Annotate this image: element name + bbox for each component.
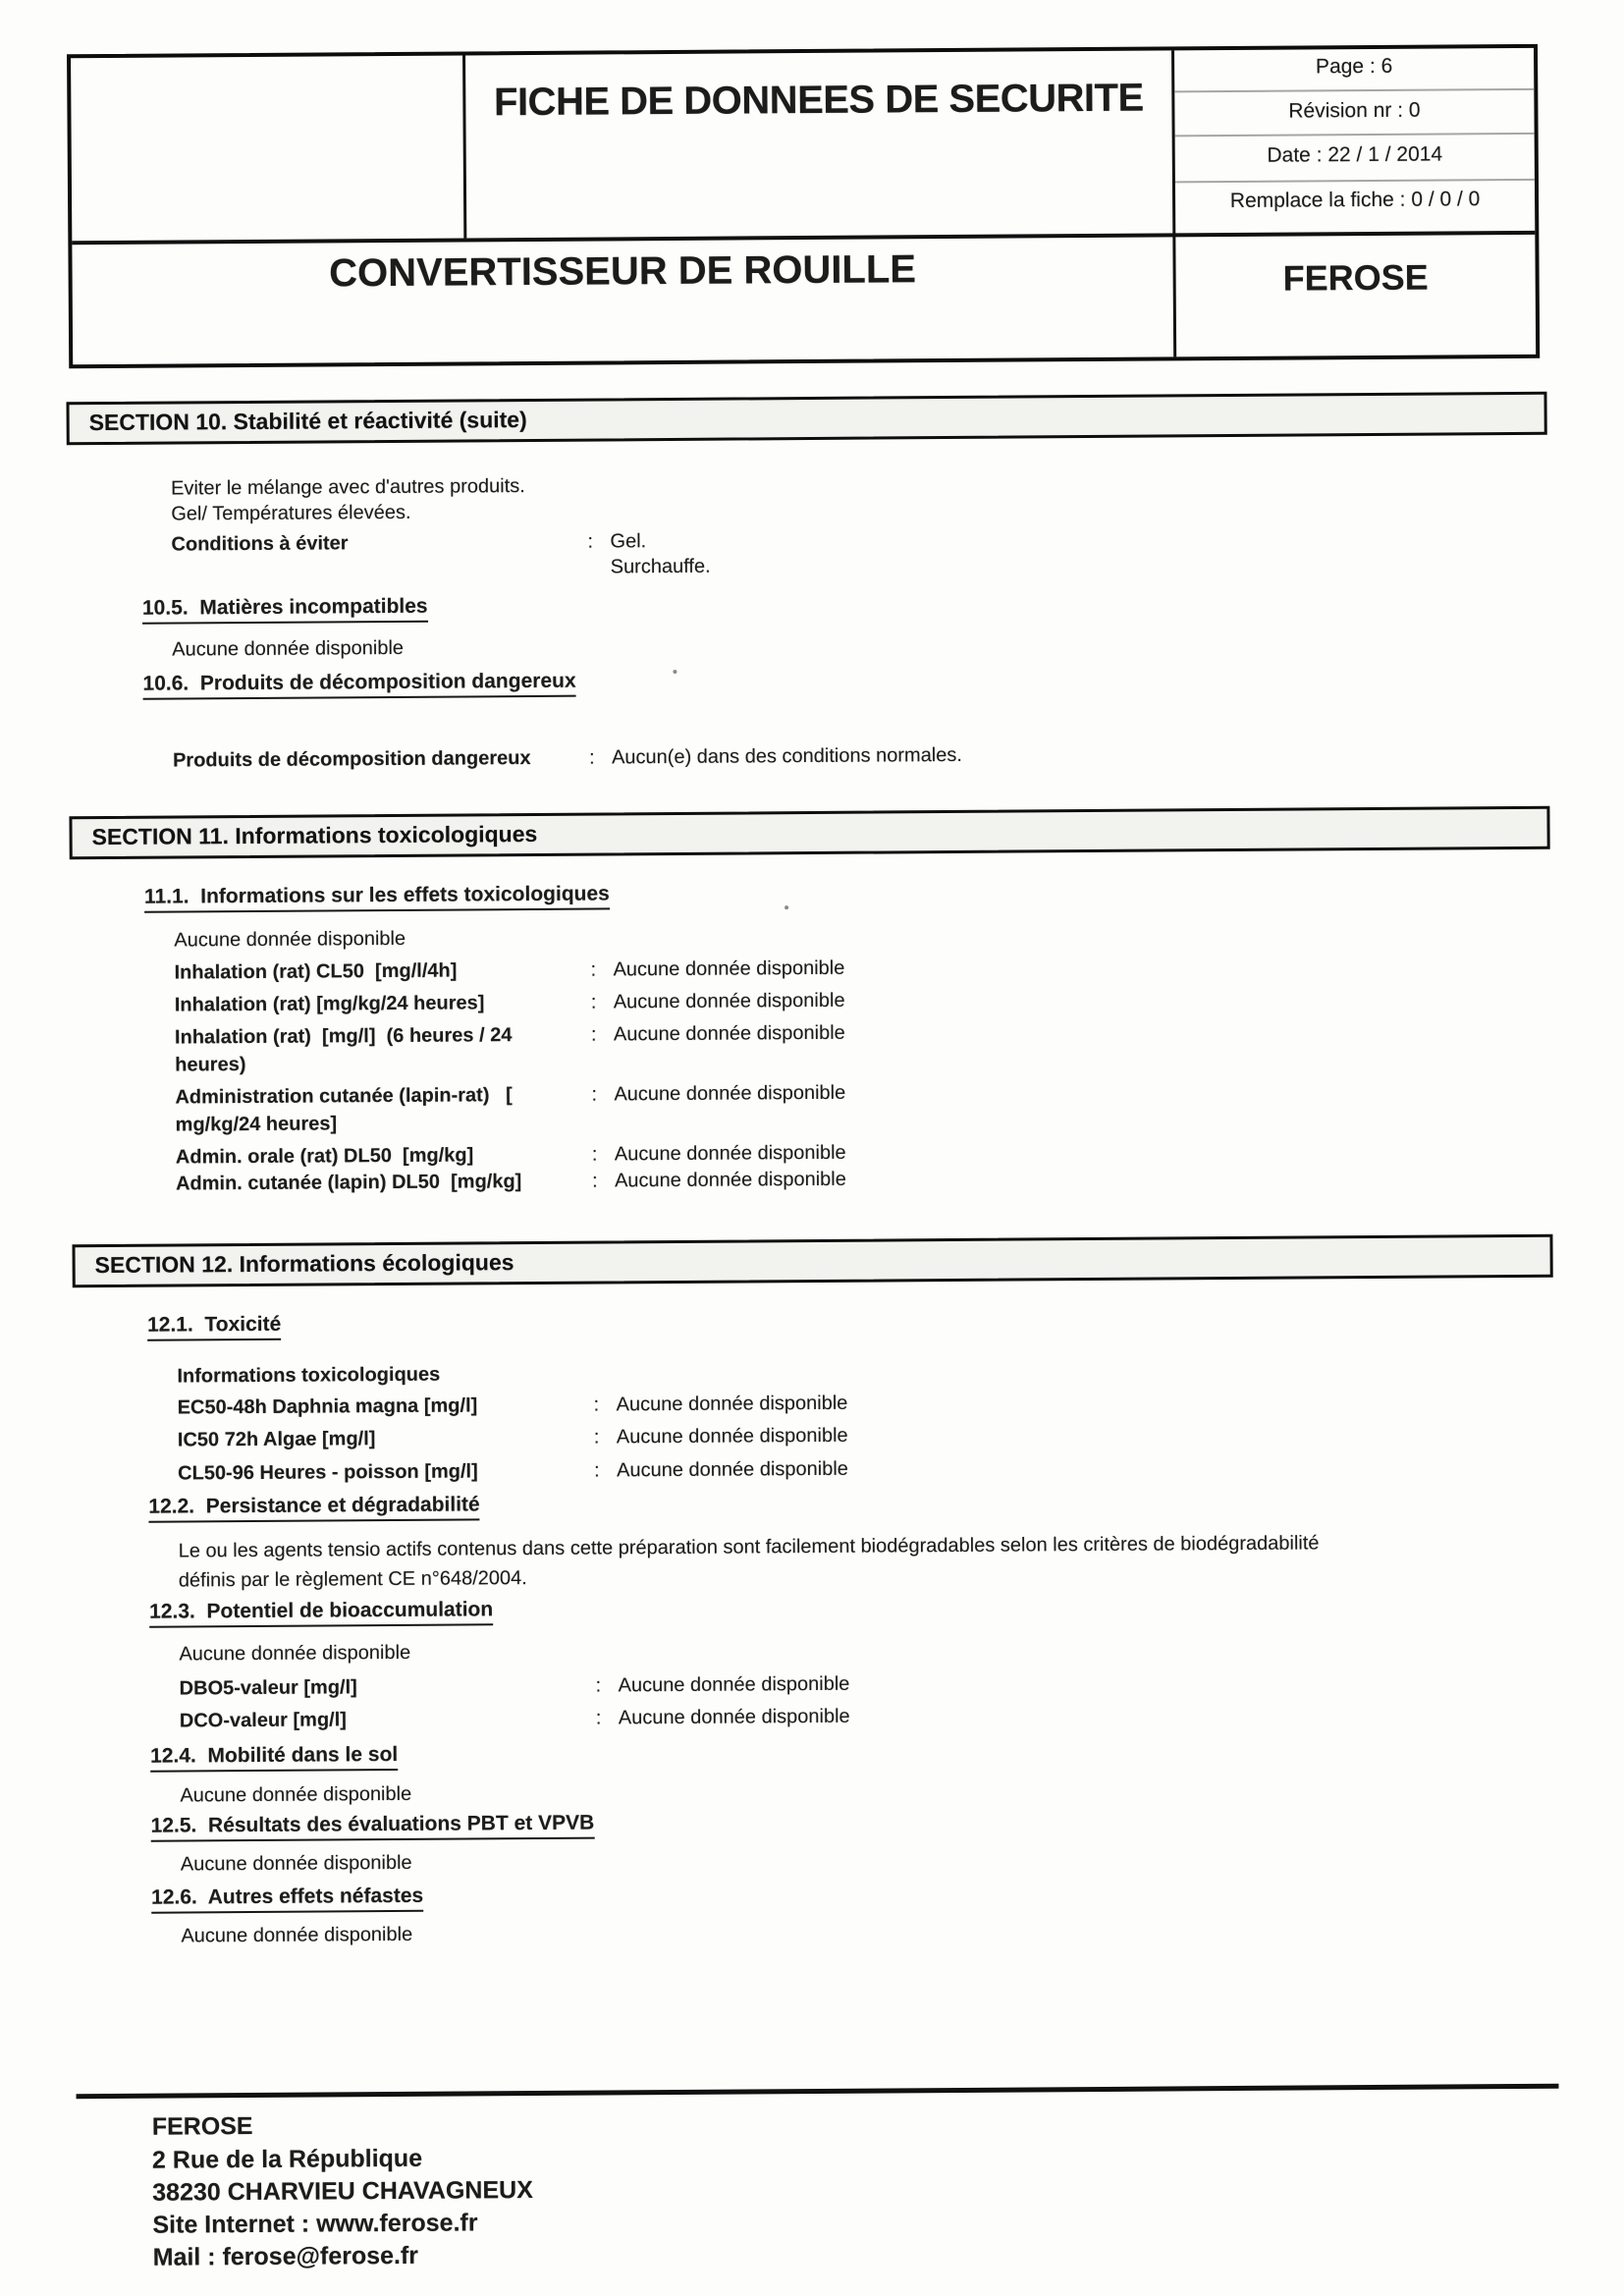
colon-separator: : — [593, 1426, 600, 1449]
footer-address-line1: 2 Rue de la République — [151, 2144, 423, 2174]
tox-row-value: Aucune donnée disponible — [614, 1141, 846, 1166]
heading-12-1: 12.1. Toxicité — [147, 1312, 281, 1339]
tox-row — [175, 1074, 1510, 1138]
heading-12-4: 12.4. Mobilité dans le sol — [150, 1742, 398, 1770]
scan-speck — [785, 905, 788, 909]
tox-row-value: Aucune donnée disponible — [613, 989, 845, 1013]
bioacc-row — [180, 1698, 1515, 1734]
section12-bar — [72, 1234, 1552, 1288]
colon-separator: : — [590, 958, 597, 981]
meta-page: Page : 6 — [1315, 54, 1393, 79]
heading-11-1: 11.1. Informations sur les effets toxicologiques — [144, 881, 610, 909]
tox-row-value: Aucune donnée disponible — [614, 1168, 846, 1192]
meta-date: Date : 22 / 1 / 2014 — [1267, 142, 1443, 167]
s11-no-data: Aucune donnée disponible — [174, 927, 406, 952]
bioacc-row-label: DBO5-valeur [mg/l] — [179, 1676, 357, 1700]
s10-avoid-line2: Gel/ Températures élevées. — [171, 501, 411, 525]
colon-separator: : — [587, 530, 594, 553]
bioacc-row — [180, 1666, 1515, 1702]
eco-row — [178, 1417, 1513, 1453]
decomp-value: Aucun(e) dans des conditions normales. — [611, 743, 962, 769]
colon-separator: : — [588, 746, 595, 769]
colon-separator: : — [594, 1459, 600, 1482]
product-name: CONVERTISSEUR DE ROUILLE — [329, 247, 917, 296]
section12-title: SECTION 12. Informations écologiques — [94, 1249, 514, 1279]
s12-no-data-2: Aucune donnée disponible — [180, 1782, 412, 1807]
eco-row-value: Aucune donnée disponible — [616, 1424, 848, 1449]
tox-row-value: Aucune donnée disponible — [614, 1081, 846, 1106]
tox-row — [175, 1014, 1510, 1078]
tox-row-value: Aucune donnée disponible — [613, 957, 845, 981]
tox-row — [175, 982, 1510, 1018]
tox-row-label: Inhalation (rat) [mg/l] (6 heures / 24 heures) — [174, 1024, 513, 1076]
section10-title: SECTION 10. Stabilité et réactivité (suite) — [88, 407, 527, 436]
colon-separator: : — [595, 1707, 602, 1729]
scan-speck — [673, 670, 677, 674]
colon-separator: : — [593, 1394, 600, 1416]
heading-10-5: 10.5. Matières incompatibles — [142, 594, 428, 622]
tox-row — [174, 950, 1509, 986]
meta-replaces: Remplace la fiche : 0 / 0 / 0 — [1229, 188, 1481, 213]
colon-separator: : — [595, 1674, 602, 1697]
heading-10-6: 10.6. Produits de décomposition dangereux — [142, 669, 575, 697]
colon-separator: : — [590, 1023, 597, 1046]
footer-email: Mail : ferose@ferose.fr — [152, 2241, 419, 2271]
section11-title: SECTION 11. Informations toxicologiques — [91, 820, 538, 850]
footer-company: FEROSE — [151, 2112, 253, 2141]
tox-row-label: Admin. orale (rat) DL50 [mg/kg] — [175, 1144, 474, 1169]
bioacc-row-value: Aucune donnée disponible — [618, 1672, 850, 1697]
heading-12-5: 12.5. Résultats des évaluations PBT et VPVB — [151, 1811, 595, 1839]
heading-12-6: 12.6. Autres effets néfastes — [151, 1884, 423, 1911]
colon-separator: : — [591, 1143, 598, 1166]
tox-row-value: Aucune donnée disponible — [613, 1021, 845, 1046]
heading-12-2: 12.2. Persistance et dégradabilité — [148, 1492, 480, 1519]
conditions-value: Gel. Surchauffe. — [610, 530, 711, 578]
eco-row-value: Aucune donnée disponible — [617, 1457, 848, 1482]
bioacc-row-value: Aucune donnée disponible — [618, 1705, 850, 1729]
document-title: FICHE DE DONNEES DE SECURITE — [493, 76, 1144, 125]
company-name: FEROSE — [1282, 256, 1429, 299]
decomp-label: Produits de décomposition dangereux — [172, 746, 531, 772]
eco-row — [178, 1385, 1513, 1421]
s12-subtitle: Informations toxicologiques — [177, 1363, 441, 1388]
eco-row-value: Aucune donnée disponible — [616, 1392, 848, 1416]
section11-bar — [69, 806, 1549, 860]
heading-12-3: 12.3. Potentiel de bioaccumulation — [149, 1597, 493, 1624]
s12-no-data-3: Aucune donnée disponible — [180, 1851, 412, 1876]
colon-separator: : — [590, 991, 597, 1013]
eco-row — [178, 1450, 1513, 1487]
meta-revision: Révision nr : 0 — [1288, 98, 1421, 123]
conditions-label: Conditions à éviter — [171, 532, 349, 556]
s12-no-data-4: Aucune donnée disponible — [181, 1923, 413, 1947]
tox-row-label: Inhalation (rat) [mg/kg/24 heures] — [174, 992, 485, 1016]
s10-conditions-row — [171, 522, 1506, 582]
s10-decomp-row — [173, 738, 1508, 774]
bioacc-row-label: DCO-valeur [mg/l] — [179, 1709, 347, 1732]
tox-row-label: Administration cutanée (lapin-rat) [ mg/kg/24 heures] — [175, 1084, 513, 1136]
s10-avoid-line1: Eviter le mélange avec d'autres produits. — [171, 475, 525, 500]
footer-rule — [77, 2084, 1559, 2100]
eco-row-label: CL50-96 Heures - poisson [mg/l] — [178, 1460, 478, 1485]
eco-row-label: EC50-48h Daphnia magna [mg/l] — [177, 1394, 478, 1419]
footer-address-line2: 38230 CHARVIEU CHAVAGNEUX — [152, 2176, 533, 2207]
colon-separator: : — [591, 1083, 598, 1106]
tox-row-label: Inhalation (rat) CL50 [mg/l/4h] — [174, 959, 458, 984]
section10-bar — [66, 392, 1546, 446]
s12-no-data-1: Aucune donnée disponible — [179, 1641, 411, 1666]
s12-biodegradability-paragraph: Le ou les agents tensio actifs contenus dans cette préparation sont facilement biodégradables selon les critères de biodégradabilité définis par le règlement CE n°648/2004. — [178, 1532, 1320, 1592]
eco-row-label: IC50 72h Algae [mg/l] — [177, 1428, 376, 1451]
s10-no-data: Aucune donnée disponible — [172, 636, 405, 661]
tox-row-label: Admin. cutanée (lapin) DL50 [mg/kg] — [175, 1171, 522, 1195]
colon-separator: : — [591, 1170, 598, 1192]
footer-website: Site Internet : www.ferose.fr — [152, 2209, 478, 2239]
